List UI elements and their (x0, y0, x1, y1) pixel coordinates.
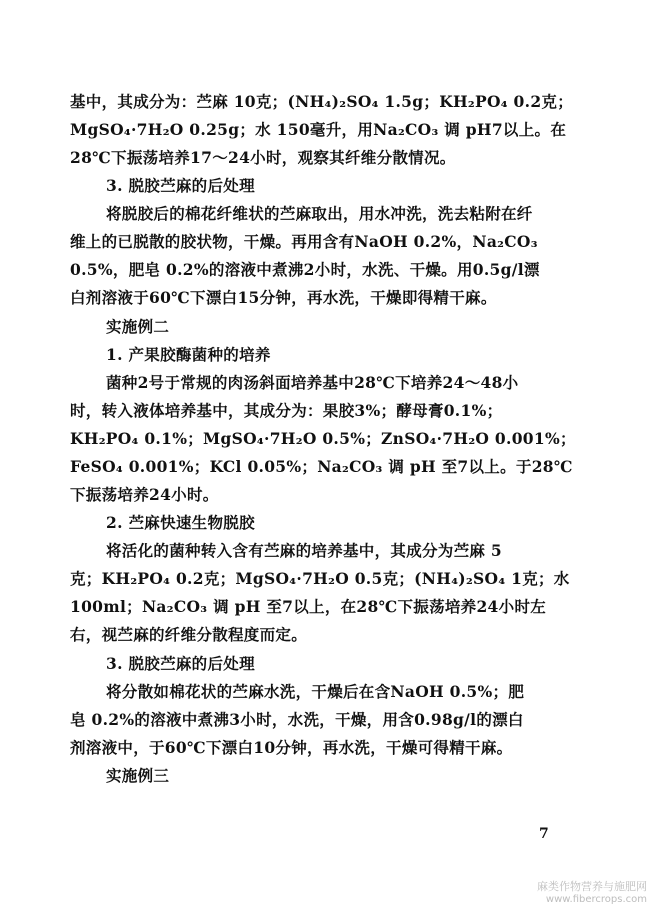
section-heading-rapid-degumming: 2. 苎麻快速生物脱胶 (106, 513, 255, 532)
text-line-18: 克；KH₂PO₄ 0.2克；MgSO₄·7H₂O 0.5克；(NH₄)₂SO₄ 1克；水 (70, 569, 570, 588)
text-line-6: 维上的已脱散的胶状物，干燥。再用含有NaOH 0.2%，Na₂CO₃ (70, 232, 538, 251)
section-heading-strain-culture: 1. 产果胶酶菌种的培养 (106, 345, 271, 364)
text-line-15: 下振荡培养24小时。 (70, 485, 219, 504)
watermark-site-name: 麻类作物营养与施肥网 (537, 880, 647, 893)
text-line-24: 剂溶液中，于60℃下漂白10分钟，再水洗，干燥可得精干麻。 (70, 738, 513, 757)
text-line-19: 100ml；Na₂CO₃ 调 pH 至7以上，在28℃下振荡培养24小时左 (70, 597, 547, 616)
text-line-13: KH₂PO₄ 0.1%；MgSO₄·7H₂O 0.5%；ZnSO₄·7H₂O 0.001%； (70, 429, 576, 448)
text-line-17: 将活化的菌种转入含有苎麻的培养基中，其成分为苎麻 5 (106, 541, 502, 560)
example-heading-2: 实施例二 (106, 317, 170, 336)
text-line-8: 白剂溶液于60℃下漂白15分钟，再水洗，干燥即得精干麻。 (70, 288, 497, 307)
text-line-1: 基中，其成分为：苎麻 10克；(NH₄)₂SO₄ 1.5g；KH₂PO₄ 0.2克； (70, 92, 574, 111)
text-line-2: MgSO₄·7H₂O 0.25g；水 150毫升，用Na₂CO₃ 调 pH7以上。在 (70, 120, 567, 139)
text-line-5: 将脱胶后的棉花纤维状的苎麻取出，用水冲洗，洗去粘附在纤 (106, 204, 533, 223)
text-line-3: 28℃下振荡培养17～24小时，观察其纤维分散情况。 (70, 148, 456, 167)
section-heading-post-treatment: 3. 脱胶苎麻的后处理 (106, 176, 255, 195)
page-number: 7 (539, 826, 549, 842)
watermark-url: www.fibercrops.com (545, 894, 647, 905)
text-line-12: 时，转入液体培养基中，其成分为：果胶3%；酵母膏0.1%； (70, 401, 503, 420)
watermark (537, 880, 647, 906)
text-line-23: 皂 0.2%的溶液中煮沸3小时，水洗，干燥，用含0.98g/l的漂白 (70, 710, 524, 729)
text-line-14: FeSO₄ 0.001%；KCl 0.05%；Na₂CO₃ 调 pH 至7以上。于28℃ (70, 457, 573, 476)
text-line-11: 菌种2号于常规的肉汤斜面培养基中28℃下培养24～48小 (106, 373, 519, 392)
text-line-22: 将分散如棉花状的苎麻水洗，干燥后在含NaOH 0.5%；肥 (106, 682, 525, 701)
example-heading-3: 实施例三 (106, 766, 170, 785)
section-heading-post-treatment-2: 3. 脱胶苎麻的后处理 (106, 654, 255, 673)
text-line-20: 右，视苎麻的纤维分散程度而定。 (70, 625, 308, 644)
text-line-7: 0.5%，肥皂 0.2%的溶液中煮沸2小时，水洗、干燥。用0.5g/l漂 (70, 260, 540, 279)
